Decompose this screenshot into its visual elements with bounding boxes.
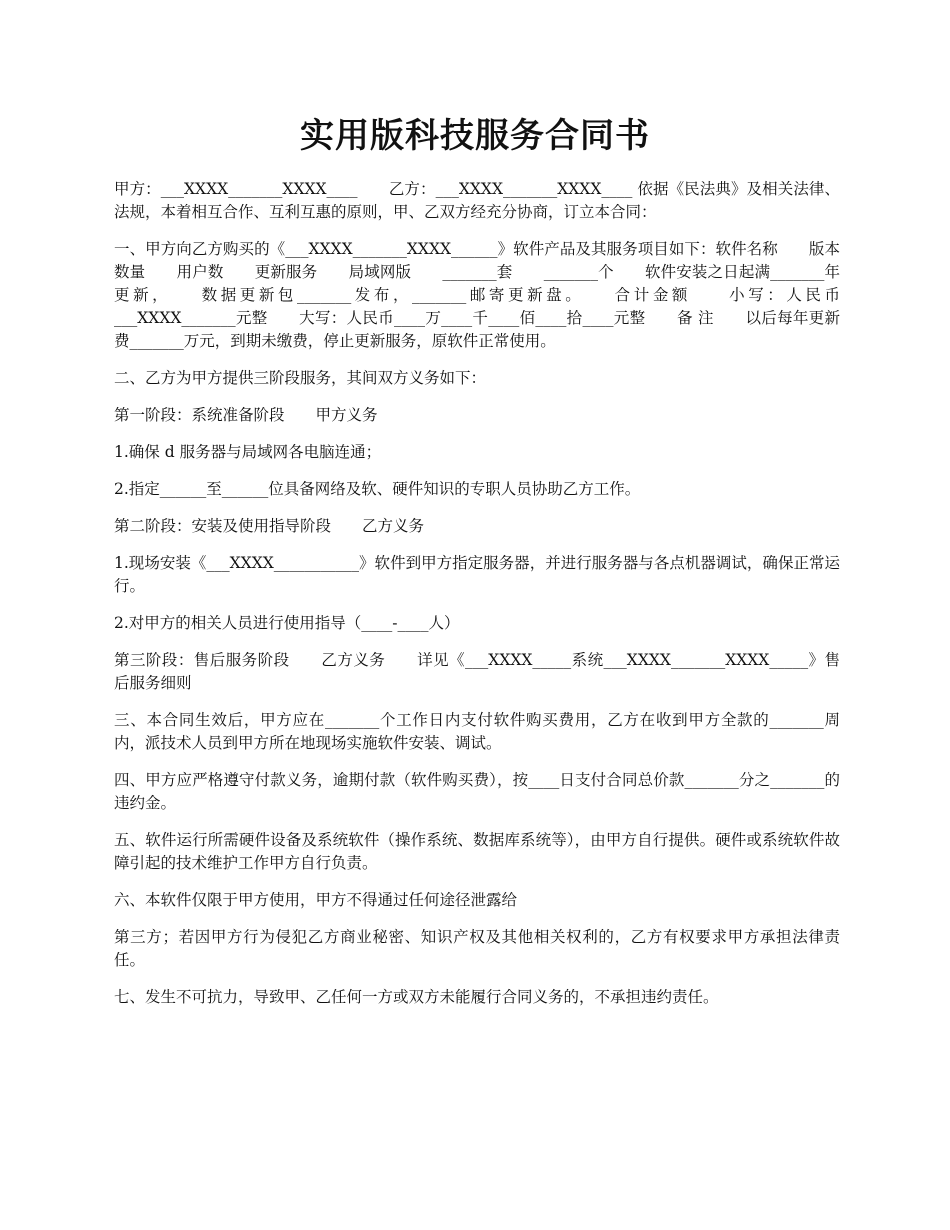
clause-3-paragraph: 三、本合同生效后，甲方应在_______个工作日内支付软件购买费用，乙方在收到甲方全款的_______周内，派技术人员到甲方所在地现场实施软件安装、调试。 [114,711,840,752]
clause-6-paragraph: 六、本软件仅限于甲方使用，甲方不得通过任何途径泄露给 [114,891,518,909]
stage-1-item-1: 1.确保 d 服务器与局域网各电脑连通； [114,443,382,461]
preamble-paragraph: 甲方：___XXXX_______XXXX____ 乙方：___XXXX_______XXXX____ 依据《民法典》及相关法律、法规，本着相互合作、互利互惠的原则，甲、乙双方经充分协商，订立本合同： [114,180,840,221]
stage-2-item-1: 1.现场安装《___XXXX___________》软件到甲方指定服务器，并进行服务器与各点机器调试，确保正常运行。 [114,554,840,595]
clause-4-paragraph: 四、甲方应严格遵守付款义务，逾期付款（软件购买费），按____日支付合同总价款_______分之_______的违约金。 [114,771,840,812]
clause-5-paragraph: 五、软件运行所需硬件设备及系统软件（操作系统、数据库系统等），由甲方自行提供。硬件或系统软件故障引起的技术维护工作甲方自行负责。 [114,831,840,872]
clause-1-paragraph: 一、甲方向乙方购买的《___XXXX_______XXXX______》软件产品及其服务项目如下：软件名称 版本 数量 用户数 更新服务 局域网版 _______套 _______个 软件安装之日起满_______年更新， 数据更新包_______发布，_______邮寄更新盘。 合计金额 小写：人民币___XXXX_______元整 大写：人民币____万____千____佰____拾____元整 备 注 以后每年更新费_______万元，到期未缴费，停止更新服务，原软件正常使用。 [114,240,872,350]
clause-7-paragraph: 七、发生不可抗力，导致甲、乙任何一方或双方未能履行合同义务的，不承担违约责任。 [114,988,719,1006]
document-body [114,178,872,1023]
clause-6-continued-paragraph: 第三方；若因甲方行为侵犯乙方商业秘密、知识产权及其他相关权利的，乙方有权要求甲方承担法律责任。 [114,928,840,969]
stage-2-heading: 第二阶段：安装及使用指导阶段 乙方义务 [114,517,425,535]
stage-1-heading: 第一阶段：系统准备阶段 甲方义务 [114,406,378,424]
clause-2-heading: 二、乙方为甲方提供三阶段服务，其间双方义务如下： [114,369,487,387]
document-title: 实用版科技服务合同书 [300,116,650,156]
stage-3-paragraph: 第三阶段：售后服务阶段 乙方义务 详见《___XXXX_____系统___XXXX_______XXXX_____》售后服务细则 [114,651,840,692]
stage-1-item-2: 2.指定______至______位具备网络及软、硬件知识的专职人员协助乙方工作。 [114,480,641,498]
stage-2-item-2: 2.对甲方的相关人员进行使用指导（____-____人） [114,614,460,632]
